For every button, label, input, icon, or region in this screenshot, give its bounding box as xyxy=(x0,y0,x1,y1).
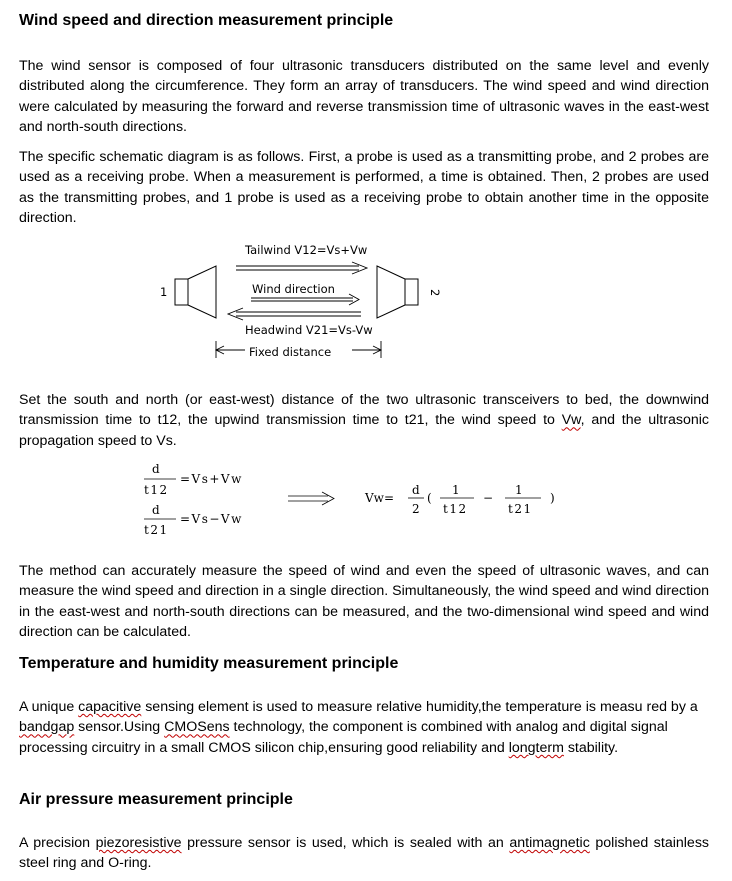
wind-paragraph-2: The specific schematic diagram is as follows. First, a probe is used as a transmitting probe, and 2 probes are used as a receiving probe. When a measurement is performed, a time is obtained. Then, 2 probes are used as the transmitting probes, and 1 probe is used as a receiving probe to obtain another time in the opposite direction. xyxy=(19,149,709,227)
wind-paragraph-4: The method can accurately measure the speed of wind and even the speed of ultrasonic waves, and can measure the wind speed and direction in a single direction. Simultaneously, the wind speed and wind direction in the east-west and north-south directions can be measured, and the two-dimensional wind speed and wind direction can be calculated. xyxy=(19,563,709,641)
vw-one-b: 1 xyxy=(515,483,523,497)
formula-block xyxy=(144,462,555,537)
temp-heading: Temperature and humidity measurement principle xyxy=(19,655,399,672)
eq2-denominator: t21 xyxy=(144,523,169,537)
vw-t21: t21 xyxy=(508,502,533,516)
eq2-rhs: =Vs−Vw xyxy=(180,512,243,526)
implies-arrow-icon xyxy=(288,492,334,505)
transducer-2-icon xyxy=(377,266,418,318)
temp-text-d: technology, the component is combined with analog and digital signal processing circuitry in a small CMOS silicon chip,ensuring good reliability and xyxy=(19,719,668,756)
transducer-1-icon xyxy=(175,266,216,318)
vw-close-paren: ) xyxy=(550,491,555,505)
wind-paragraph-1: The wind sensor is composed of four ultrasonic transducers distributed on the same level and evenly distributed along the circumference. They form an array of transducers. The wind speed and wind direction were calculated by measuring the forward and reverse transmission time of ultrasonic waves in the east-west and north-south directions. xyxy=(19,58,709,136)
headwind-arrow-icon xyxy=(228,308,361,320)
para3-vw: Vw xyxy=(561,412,581,429)
pressure-text-b: pressure sensor is used, which is sealed with an xyxy=(181,835,510,851)
vw-minus: − xyxy=(483,491,494,505)
vw-open-paren: ( xyxy=(427,491,432,505)
tailwind-arrow-icon xyxy=(236,262,367,274)
temp-cmosens: CMOSens xyxy=(164,719,230,736)
eq1-denominator: t12 xyxy=(144,483,169,497)
headwind-label: Headwind V21=Vs-Vw xyxy=(245,323,373,337)
vw-t12: t12 xyxy=(443,502,468,516)
probe-2-label: 2 xyxy=(428,289,442,297)
pressure-heading: Air pressure measurement principle xyxy=(19,791,293,808)
tailwind-label: Tailwind V12=Vs+Vw xyxy=(245,243,368,257)
wind-direction-label: Wind direction xyxy=(252,282,335,296)
para3-text-b: , and the ultrasonic propagation speed to Vs. xyxy=(19,412,709,449)
temp-text-a: A unique xyxy=(19,699,79,715)
para3-text-a: Set the south and north (or east-west) distance of the two ultrasonic transceivers to bed, the downwind transmission time to t12, the upwind transmission time to t21, the wind speed to xyxy=(19,392,709,429)
vw-one-a: 1 xyxy=(452,483,460,497)
vw-d: d xyxy=(412,483,420,497)
eq1-rhs: =Vs+Vw xyxy=(180,472,243,486)
pressure-antimagnetic: antimagnetic xyxy=(509,835,590,851)
eq1-numerator: d xyxy=(152,462,160,476)
pressure-text-a: A precision xyxy=(19,835,96,851)
temp-longterm: longterm xyxy=(508,739,564,756)
wind-heading: Wind speed and direction measurement principle xyxy=(19,12,394,29)
pressure-piezoresistive: piezoresistive xyxy=(95,835,182,851)
temp-bandgap: bandgap xyxy=(19,719,75,736)
pressure-text-c: polished stainless steel ring and O-ring. xyxy=(19,835,710,872)
temp-text-b: sensing element is used to measure relative humidity,the temperature is measu red by a xyxy=(141,699,698,715)
temp-capacitive: capacitive xyxy=(78,699,142,715)
vw-lhs: Vw= xyxy=(365,491,394,505)
probe-1-label: 1 xyxy=(160,285,168,299)
vw-two: 2 xyxy=(412,502,420,516)
fixed-distance-label: Fixed distance xyxy=(249,345,332,359)
temp-text-c: sensor.Using xyxy=(74,719,165,736)
eq2-numerator: d xyxy=(152,503,160,517)
temp-text-e: stability. xyxy=(563,739,619,756)
